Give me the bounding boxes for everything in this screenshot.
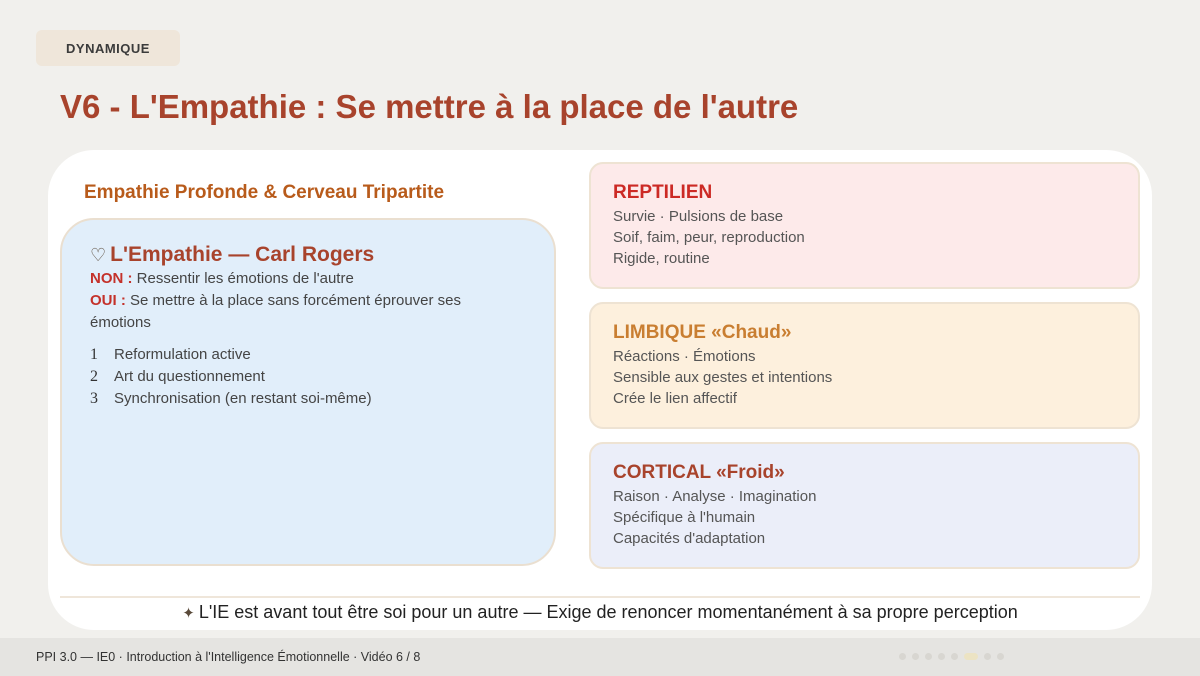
divider	[60, 596, 1140, 598]
list-text: Art du questionnement	[114, 368, 265, 385]
page-title: V6 - L'Empathie : Se mettre à la place de l'autre	[60, 88, 799, 125]
slide-dot-active	[964, 653, 978, 660]
brain-line: Spécifique à l'humain	[613, 509, 756, 526]
slide-dot	[925, 653, 932, 660]
brain-line: Crée le lien affectif	[613, 390, 737, 407]
oui-text: Se mettre à la place sans forcément éprouver ses émotions	[90, 292, 462, 331]
list-text: Synchronisation (en restant soi-même)	[114, 390, 372, 407]
quote-text: L'IE est avant tout être soi pour un autre — Exige de renoncer momentanément à sa propre perception	[198, 602, 1018, 622]
brain-card-limbique	[589, 302, 1140, 429]
list-text: Reformulation active	[114, 346, 251, 363]
category-tag: DYNAMIQUE	[36, 30, 180, 66]
slide-progress-dots	[899, 653, 1004, 660]
list-number: 3	[90, 390, 98, 407]
list-number: 2	[90, 368, 98, 385]
brain-line: Raison · Analyse · Imagination	[613, 488, 817, 505]
empathy-list	[90, 344, 526, 410]
slide-dot	[984, 653, 991, 660]
key-quote	[0, 600, 1200, 626]
empathy-card	[60, 218, 556, 566]
slide-dot	[997, 653, 1004, 660]
slide-dot	[951, 653, 958, 660]
list-item	[90, 388, 526, 410]
brain-card-reptilien	[589, 162, 1140, 289]
slide-dot	[912, 653, 919, 660]
slide-dot	[899, 653, 906, 660]
brain-line: Capacités d'adaptation	[613, 530, 766, 547]
brain-title: CORTICAL «Froid»	[613, 462, 785, 483]
footer-text: PPI 3.0 — IE0 · Introduction à l'Intelligence Émotionnelle · Vidéo 6 / 8	[36, 650, 421, 664]
brain-title: LIMBIQUE «Chaud»	[613, 322, 792, 343]
brain-line: Soif, faim, peur, reproduction	[613, 229, 805, 246]
non-label: NON :	[90, 270, 133, 287]
heart-icon: ♡	[90, 245, 107, 265]
brain-line: Réactions · Émotions	[613, 348, 756, 365]
non-text: Ressentir les émotions de l'autre	[132, 270, 354, 287]
bulb-icon: ✦	[182, 605, 195, 622]
empathy-non-line	[90, 268, 526, 290]
brain-line: Survie · Pulsions de base	[613, 208, 784, 225]
slide-dot	[938, 653, 945, 660]
brain-title: REPTILIEN	[613, 182, 713, 203]
empathy-oui-line	[90, 290, 526, 334]
brain-line: Rigide, routine	[613, 250, 710, 267]
empathy-heading	[90, 242, 526, 268]
list-number: 1	[90, 346, 98, 363]
list-item	[90, 366, 526, 388]
brain-card-cortical	[589, 442, 1140, 569]
list-item	[90, 344, 526, 366]
brain-line: Sensible aux gestes et intentions	[613, 369, 833, 386]
section-title: Empathie Profonde & Cerveau Tripartite	[84, 182, 445, 203]
empathy-heading-text: L'Empathie — Carl Rogers	[110, 243, 375, 266]
oui-label: OUI :	[90, 292, 126, 309]
footer-bar	[0, 638, 1200, 676]
